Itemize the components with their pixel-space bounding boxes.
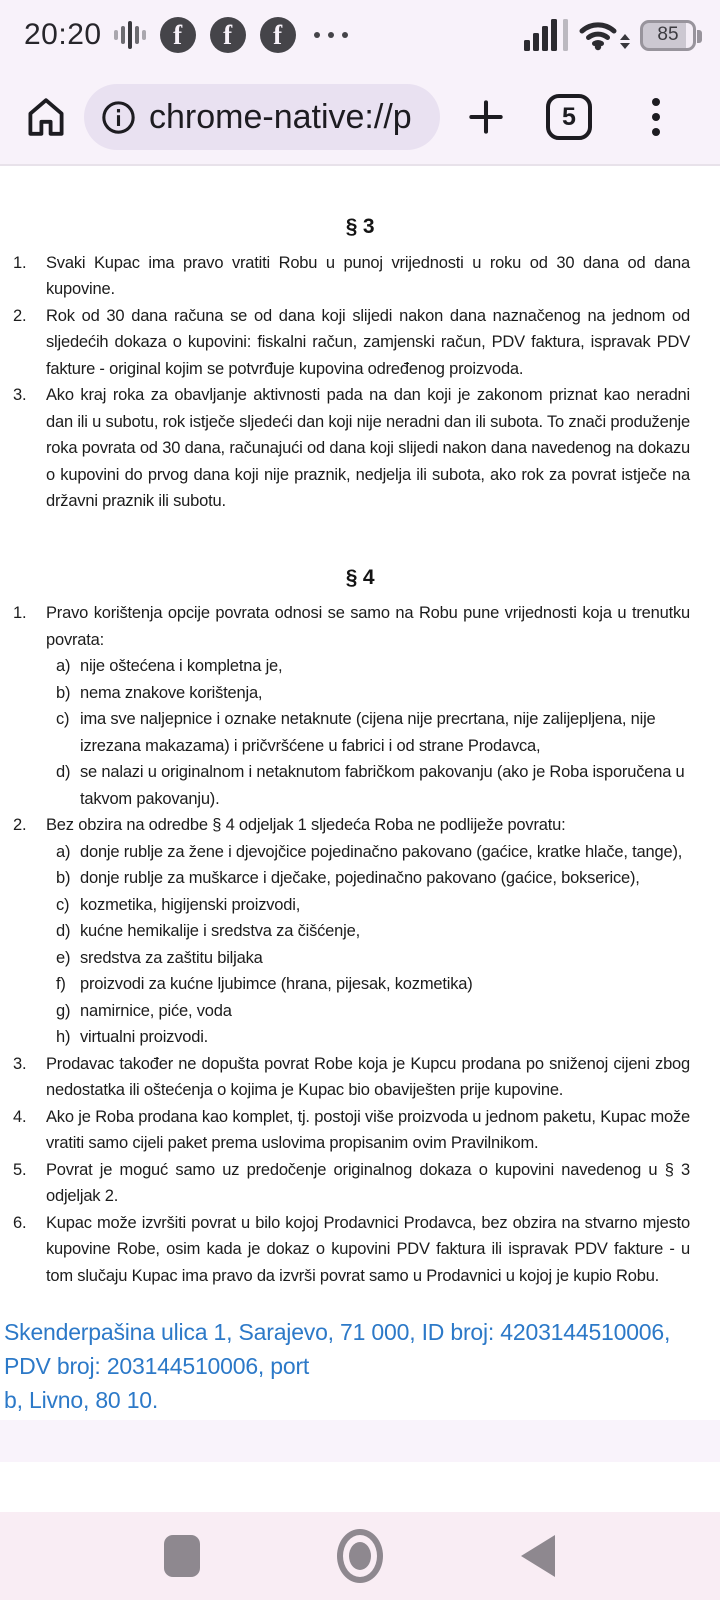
home-icon (22, 93, 70, 141)
item-marker: 4. (13, 1107, 27, 1126)
page-info-icon[interactable] (100, 99, 137, 136)
subitem-text: nije oštećena i kompletna je, (80, 657, 283, 675)
subitem-text: namirnice, piće, voda (80, 1001, 232, 1020)
item-marker: 5. (13, 1160, 27, 1179)
footer-address-line: Skenderpašina ulica 1, Sarajevo, 71 000, ID broj: 4203144510006, PDV broj: 203144510006, port (4, 1319, 671, 1379)
signal-strength-icon (524, 19, 568, 51)
home-nav-button[interactable] (332, 1528, 388, 1584)
recents-icon (164, 1535, 200, 1577)
subitem-marker: g) (56, 1001, 71, 1020)
lettered-subitem (0, 706, 720, 759)
plus-icon (464, 95, 508, 139)
battery-percent: 85 (657, 24, 679, 45)
facebook-notification-icon: f (160, 17, 196, 53)
subitem-text: virtualni proizvodi. (80, 1028, 209, 1046)
wifi-traffic-arrows-icon (620, 34, 630, 51)
subitem-marker: d) (56, 763, 71, 781)
battery-icon (640, 20, 696, 51)
item-text: Rok od 30 dana računa se od dana koji slijedi nakon dana naznačenog na jednom od sljedećih dokaza o kupovini: fiskalni račun, zamjenski račun, PDV faktura, ispravak PDV fakture - original kojim se potvrđuje kupovina određenog proizvoda. (46, 306, 690, 378)
item-text: Bez obzira na odredbe § 4 odjeljak 1 sljedeća Roba ne podliježe povratu: (46, 816, 566, 834)
numbered-item (0, 250, 720, 303)
subitem-text: kozmetika, higijenski proizvodi, (80, 895, 301, 914)
section-items (0, 250, 720, 515)
lettered-subitem (0, 865, 720, 892)
home-button[interactable] (20, 91, 72, 143)
kebab-dot (652, 128, 660, 136)
document-section (0, 214, 720, 515)
status-bar (0, 0, 720, 70)
item-marker: 2. (13, 306, 27, 325)
url-text[interactable]: chrome-native://p (149, 97, 412, 136)
lettered-subitem (0, 971, 720, 998)
more-notifications-icon (314, 32, 348, 38)
pdf-document-view[interactable] (0, 168, 720, 1420)
page-separator (0, 1420, 720, 1462)
subitem-text: kućne hemikalije i sredstva za čišćenje, (80, 922, 360, 940)
numbered-item (0, 1104, 720, 1157)
subitem-text: donje rublje za žene i djevojčice pojedinačno pakovano (gaćice, kratke hlače, tange), (80, 842, 683, 861)
item-marker: 1. (13, 604, 27, 622)
subitem-marker: b) (56, 869, 71, 887)
item-marker: 3. (13, 1054, 27, 1073)
lettered-subitem (0, 680, 720, 707)
item-text: Povrat je moguć samo uz predočenje originalnog dokaza o kupovini navedenog u § 3 odjeljak 2. (46, 1160, 690, 1205)
lettered-subitem (0, 918, 720, 945)
lettered-subitem (0, 839, 720, 866)
subitem-marker: d) (56, 922, 71, 940)
section-heading: § 3 (345, 215, 375, 238)
recents-button[interactable] (154, 1528, 210, 1584)
numbered-item (0, 303, 720, 383)
subitem-marker: f) (56, 975, 66, 993)
item-marker: 3. (13, 386, 27, 404)
document-sections (0, 214, 720, 1289)
subitem-marker: e) (56, 948, 71, 967)
new-tab-button[interactable] (456, 87, 516, 147)
item-marker: 2. (13, 816, 27, 834)
subitem-marker: h) (56, 1028, 71, 1046)
lettered-subitem (0, 653, 720, 680)
subitem-marker: a) (56, 657, 71, 675)
menu-button[interactable] (636, 91, 676, 143)
facebook-notification-icon: f (260, 17, 296, 53)
lettered-subitem (0, 998, 720, 1025)
facebook-notification-icon: f (210, 17, 246, 53)
numbered-item (0, 1210, 720, 1290)
sound-wave-icon (114, 20, 146, 50)
numbered-item (0, 1157, 720, 1210)
document-footer-address (0, 1315, 720, 1417)
kebab-dot (652, 113, 660, 121)
subitem-text: ima sve naljepnice i oznake netaknute (cijena nije precrtana, nije zalijepljena, nije izrezana makazama) i pričvršćene u fabrici i od strane Prodavca, (80, 710, 656, 755)
lettered-subitem (0, 945, 720, 972)
item-text: Ako kraj roka za obavljanje aktivnosti pada na dan koji je zakonom priznat kao neradni dan ili u subotu, rok istječe sljedeći dan koji nije neradni dan ili subota. To znači produženje roka povrata od 30 dana, računajući od dana koji slijedi nakon dana navedenog na dokazu o kupovini do prvog dana koji nije praznik, nedjelja ili subota, ako rok za povrat istječe na državni praznik ili subotu. (46, 386, 690, 510)
kebab-dot (652, 98, 660, 106)
item-marker: 1. (13, 253, 27, 272)
numbered-item (0, 600, 720, 653)
wifi-icon (578, 19, 630, 51)
numbered-item (0, 1051, 720, 1104)
subitem-text: nema znakove korištenja, (80, 683, 263, 702)
footer-address-line: b, Livno, 80 10. (4, 1387, 159, 1413)
subitem-marker: b) (56, 683, 71, 702)
item-text: Kupac može izvršiti povrat u bilo kojoj Prodavnici Prodavca, bez obzira na stvarno mjesto kupovine Robe, osim kada je dokaz o kupovini PDV faktura ili ispravak PDV fakture - u tom slučaju Kupac ima pravo da izvrši povrat samo u Prodavnici u kojoj je kupio Robu. (46, 1213, 690, 1285)
browser-toolbar (0, 70, 720, 166)
url-bar[interactable] (84, 84, 440, 150)
subitem-text: donje rublje za muškarce i dječake, pojedinačno pakovano (gaćice, bokserice), (80, 869, 640, 887)
section-heading: § 4 (345, 565, 375, 589)
subitem-marker: c) (56, 710, 70, 728)
home-circle-icon (337, 1529, 383, 1583)
subitem-marker: c) (56, 895, 70, 914)
back-triangle-icon (521, 1535, 555, 1577)
lettered-subitem (0, 1024, 720, 1051)
system-nav-bar (0, 1512, 720, 1600)
numbered-item (0, 382, 720, 515)
item-text: Pravo korištenja opcije povrata odnosi se samo na Robu pune vrijednosti koja u trenutku povrata: (46, 604, 690, 649)
subitem-text: se nalazi u originalnom i netaknutom fabričkom pakovanju (ako je Roba isporučena u takvom pakovanju). (80, 763, 685, 808)
status-time: 20:20 (24, 18, 102, 51)
numbered-item (0, 812, 720, 839)
lettered-subitem (0, 759, 720, 812)
item-text: Svaki Kupac ima pravo vratiti Robu u punoj vrijednosti u roku od 30 dana od dana kupovine. (46, 253, 690, 298)
tab-switcher-button[interactable] (546, 94, 592, 140)
subitem-marker: a) (56, 842, 71, 861)
tab-count: 5 (562, 102, 576, 131)
status-indicators (524, 19, 696, 51)
item-text: Ako je Roba prodana kao komplet, tj. postoji više proizvoda u jednom paketu, Kupac može vratiti samo cijeli paket prema uslovima propisanim ovim Pravilnikom. (46, 1107, 690, 1152)
subitem-text: sredstva za zaštitu biljaka (80, 948, 263, 967)
back-button[interactable] (510, 1528, 566, 1584)
document-section (0, 565, 720, 1290)
item-marker: 6. (13, 1213, 27, 1232)
item-text: Prodavac također ne dopušta povrat Robe koja je Kupcu prodana po sniženoj cijeni zbog nedostatka ili oštećenja o kojima je Kupac bio obaviješten prije kupovine. (46, 1054, 690, 1099)
lettered-subitem (0, 892, 720, 919)
subitem-text: proizvodi za kućne ljubimce (hrana, pijesak, kozmetika) (80, 975, 473, 993)
section-items (0, 600, 720, 1289)
